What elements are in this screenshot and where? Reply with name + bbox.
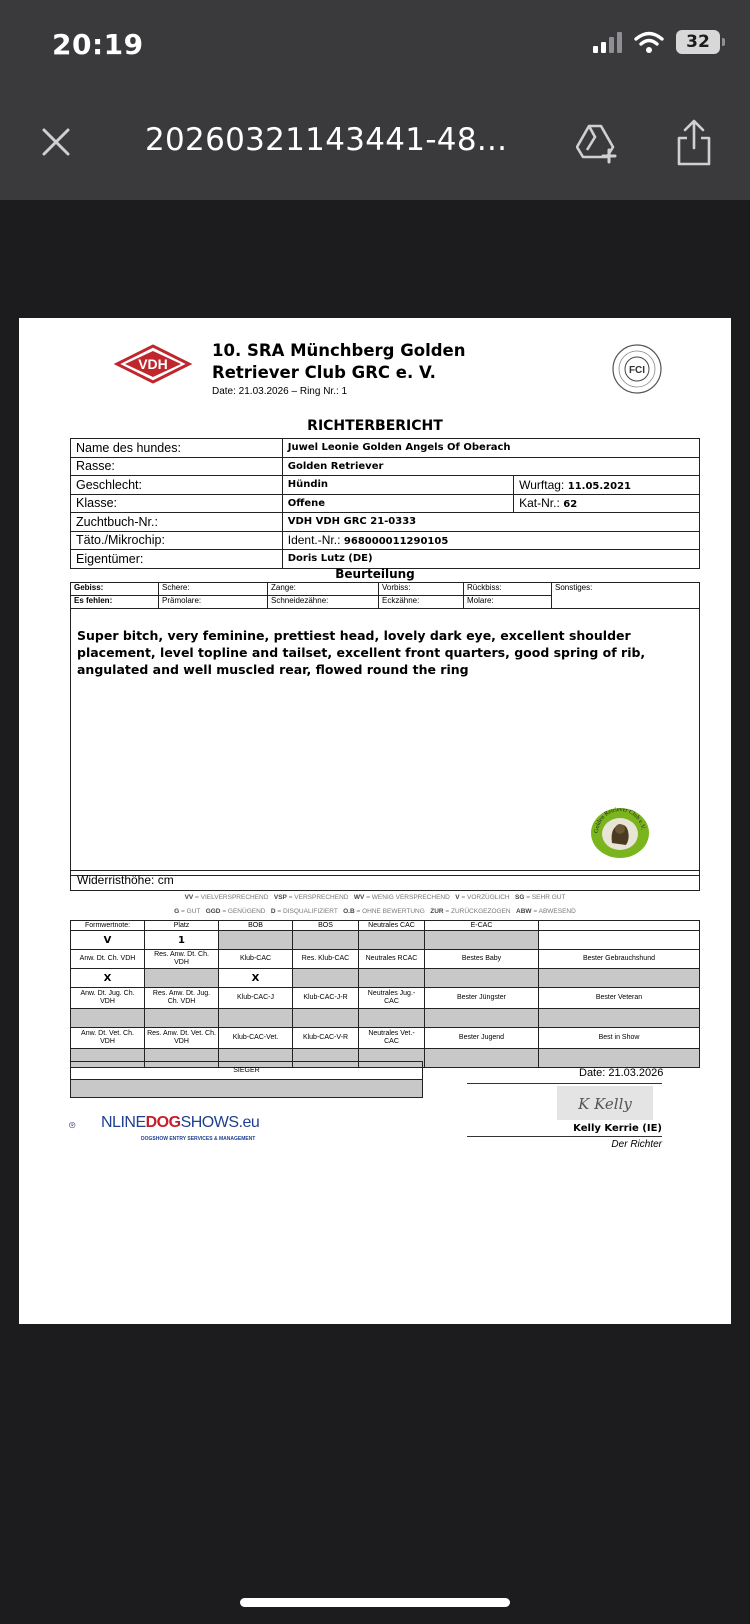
teeth-table	[70, 582, 700, 609]
odg-tagline: DOGSHOW ENTRY SERVICES & MANAGEMENT	[141, 1136, 256, 1142]
gebiss-label: Gebiss:	[71, 583, 159, 596]
breed-label: Rasse:	[71, 457, 283, 476]
molare-label: Molare:	[464, 596, 552, 609]
status-icons	[593, 30, 720, 54]
close-icon[interactable]	[40, 126, 72, 158]
judge-role: Der Richter	[611, 1139, 662, 1150]
award-cell: Bester Gebrauchshund	[539, 950, 700, 969]
footer-date: Date: 21.03.2026	[579, 1067, 664, 1079]
rueckbiss-label: Rückbiss:	[464, 583, 552, 596]
award-cell: Res. Anw. Dt. Jug. Ch. VDH	[145, 988, 219, 1009]
sonstiges-label: Sonstiges:	[552, 583, 700, 609]
document-page	[19, 318, 731, 1324]
award-mark: X	[219, 969, 293, 988]
grade-legend-line-2: G = GUT GGD = GENÜGEND D = DISQUALIFIZIERT O.B = OHNE BEWERTUNG ZUR = ZURÜCKGEZOGEN ABW = ABWESEND	[174, 908, 576, 915]
award-cell: Klub-CAC-J	[219, 988, 293, 1009]
header-bos: BOS	[293, 921, 359, 931]
schneidezaehne-label: Schneidezähne:	[268, 596, 379, 609]
schere-label: Schere:	[159, 583, 268, 596]
award-cell: Anw. Dt. Jug. Ch. VDH	[71, 988, 145, 1009]
owner-value: Doris Lutz (DE)	[282, 550, 699, 569]
header-formwert: Formwertnote:	[71, 921, 145, 931]
award-cell: Bester Veteran	[539, 988, 700, 1009]
divider	[467, 1136, 662, 1137]
svg-text:K Kelly: K Kelly	[578, 1095, 632, 1113]
header-e-cac: E-CAC	[425, 921, 539, 931]
studbook-label: Zuchtbuch-Nr.:	[71, 513, 283, 532]
sieger-table	[70, 1061, 423, 1098]
height-label: Widerristhöhe: cm	[70, 870, 700, 891]
chip-value: 968000011290105	[343, 536, 449, 548]
fehlen-label: Es fehlen:	[71, 596, 159, 609]
breed-value: Golden Retriever	[282, 457, 699, 476]
svg-text:VDH: VDH	[138, 356, 168, 372]
online-dog-shows-logo	[69, 1109, 103, 1143]
dog-info-table	[70, 438, 700, 569]
platz-value: 1	[145, 931, 219, 950]
award-cell: Klub-CAC-V-R	[293, 1028, 359, 1049]
award-cell: Res. Klub-CAC	[293, 950, 359, 969]
praemolare-label: Prämolare:	[159, 596, 268, 609]
award-mark: X	[71, 969, 145, 988]
formwert-value: V	[71, 931, 145, 950]
golden-retriever-club-logo	[590, 807, 650, 859]
award-cell: Neutrales RCAC	[359, 950, 425, 969]
award-cell: Klub-CAC-J-R	[293, 988, 359, 1009]
birth-label: Wurftag:	[519, 477, 565, 492]
class-label: Klasse:	[71, 494, 283, 513]
assessment-title: Beurteilung	[335, 567, 415, 581]
studbook-value: VDH VDH GRC 21-0333	[282, 513, 699, 532]
divider	[467, 1083, 662, 1084]
name-label: Name des hundes:	[71, 439, 283, 458]
award-cell: Anw. Dt. Ch. VDH	[71, 950, 145, 969]
cellular-signal-icon	[593, 31, 622, 53]
odg-wordmark: NLINEDOGSHOWS.eu	[101, 1114, 260, 1131]
judge-signature	[557, 1086, 653, 1120]
award-cell: Neutrales Jug.-CAC	[359, 988, 425, 1009]
header-neutrales-cac: Neutrales CAC	[359, 921, 425, 931]
home-indicator[interactable]	[240, 1598, 510, 1607]
dog-name: Juwel Leonie Golden Angels Of Oberach	[282, 439, 699, 458]
battery-indicator: 32	[676, 30, 720, 54]
award-cell: Anw. Dt. Vet. Ch. VDH	[71, 1028, 145, 1049]
award-cell: Bester Jüngster	[425, 988, 539, 1009]
chip-ident-label: Ident.-Nr.:	[287, 533, 341, 548]
sex-label: Geschlecht:	[71, 476, 283, 495]
award-cell: Klub-CAC-Vet.	[219, 1028, 293, 1049]
vorbiss-label: Vorbiss:	[379, 583, 464, 596]
header-bob: BOB	[219, 921, 293, 931]
event-date: Date: 21.03.2026 – Ring Nr.: 1	[212, 386, 348, 397]
document-title: 20260321143441-48...	[145, 122, 508, 158]
award-cell: Res. Anw. Dt. Ch. VDH	[145, 950, 219, 969]
sex-value: Hündin	[282, 476, 513, 495]
grade-legend-line-1: VV = VIELVERSPRECHEND VSP = VERSPRECHEND WV = WENIG VERSPRECHEND V = VORZÜGLICH SG = SEHR GUT	[184, 894, 566, 901]
top-bar	[0, 0, 750, 200]
chip-label: Täto./Mikrochip:	[71, 531, 283, 550]
judge-comment: Super bitch, very feminine, prettiest head, lovely dark eye, excellent shoulder placement, level topline and tailset, excellent front quarters, good spring of rib, angulated and well muscled rear, flowed round the ring	[70, 608, 700, 876]
svg-text:FCI: FCI	[628, 365, 646, 376]
class-value: Offene	[282, 494, 513, 513]
award-cell: Neutrales Vet.-CAC	[359, 1028, 425, 1049]
report-title: RICHTERBERICHT	[307, 418, 443, 434]
wifi-icon	[634, 31, 664, 53]
zange-label: Zange:	[268, 583, 379, 596]
add-to-drive-icon[interactable]	[576, 122, 622, 164]
award-cell: Res. Anw. Dt. Vet. Ch. VDH	[145, 1028, 219, 1049]
cat-label: Kat-Nr.:	[519, 496, 560, 511]
birth-value: 11.05.2021	[567, 480, 632, 492]
award-cell: Bester Jugend	[425, 1028, 539, 1049]
award-cell: Klub-CAC	[219, 950, 293, 969]
award-cell: Best in Show	[539, 1028, 700, 1049]
cat-value: 62	[563, 499, 578, 511]
award-cell: Bestes Baby	[425, 950, 539, 969]
status-time: 20:19	[52, 28, 144, 61]
share-icon[interactable]	[674, 118, 714, 168]
eckzaehne-label: Eckzähne:	[379, 596, 464, 609]
fci-logo	[611, 343, 663, 395]
svg-text:Golden Retriever Club e.V.: Golden Retriever Club e.V.	[593, 807, 646, 834]
sieger-label: SIEGER	[71, 1062, 423, 1080]
header-platz: Platz	[145, 921, 219, 931]
event-title: 10. SRA Münchberg Golden Retriever Club GRC e. V.	[212, 341, 466, 382]
judge-name: Kelly Kerrie (IE)	[573, 1123, 662, 1134]
owner-label: Eigentümer:	[71, 550, 283, 569]
vdh-logo	[113, 343, 193, 385]
grades-table	[70, 920, 700, 1068]
header-blank	[539, 921, 700, 931]
